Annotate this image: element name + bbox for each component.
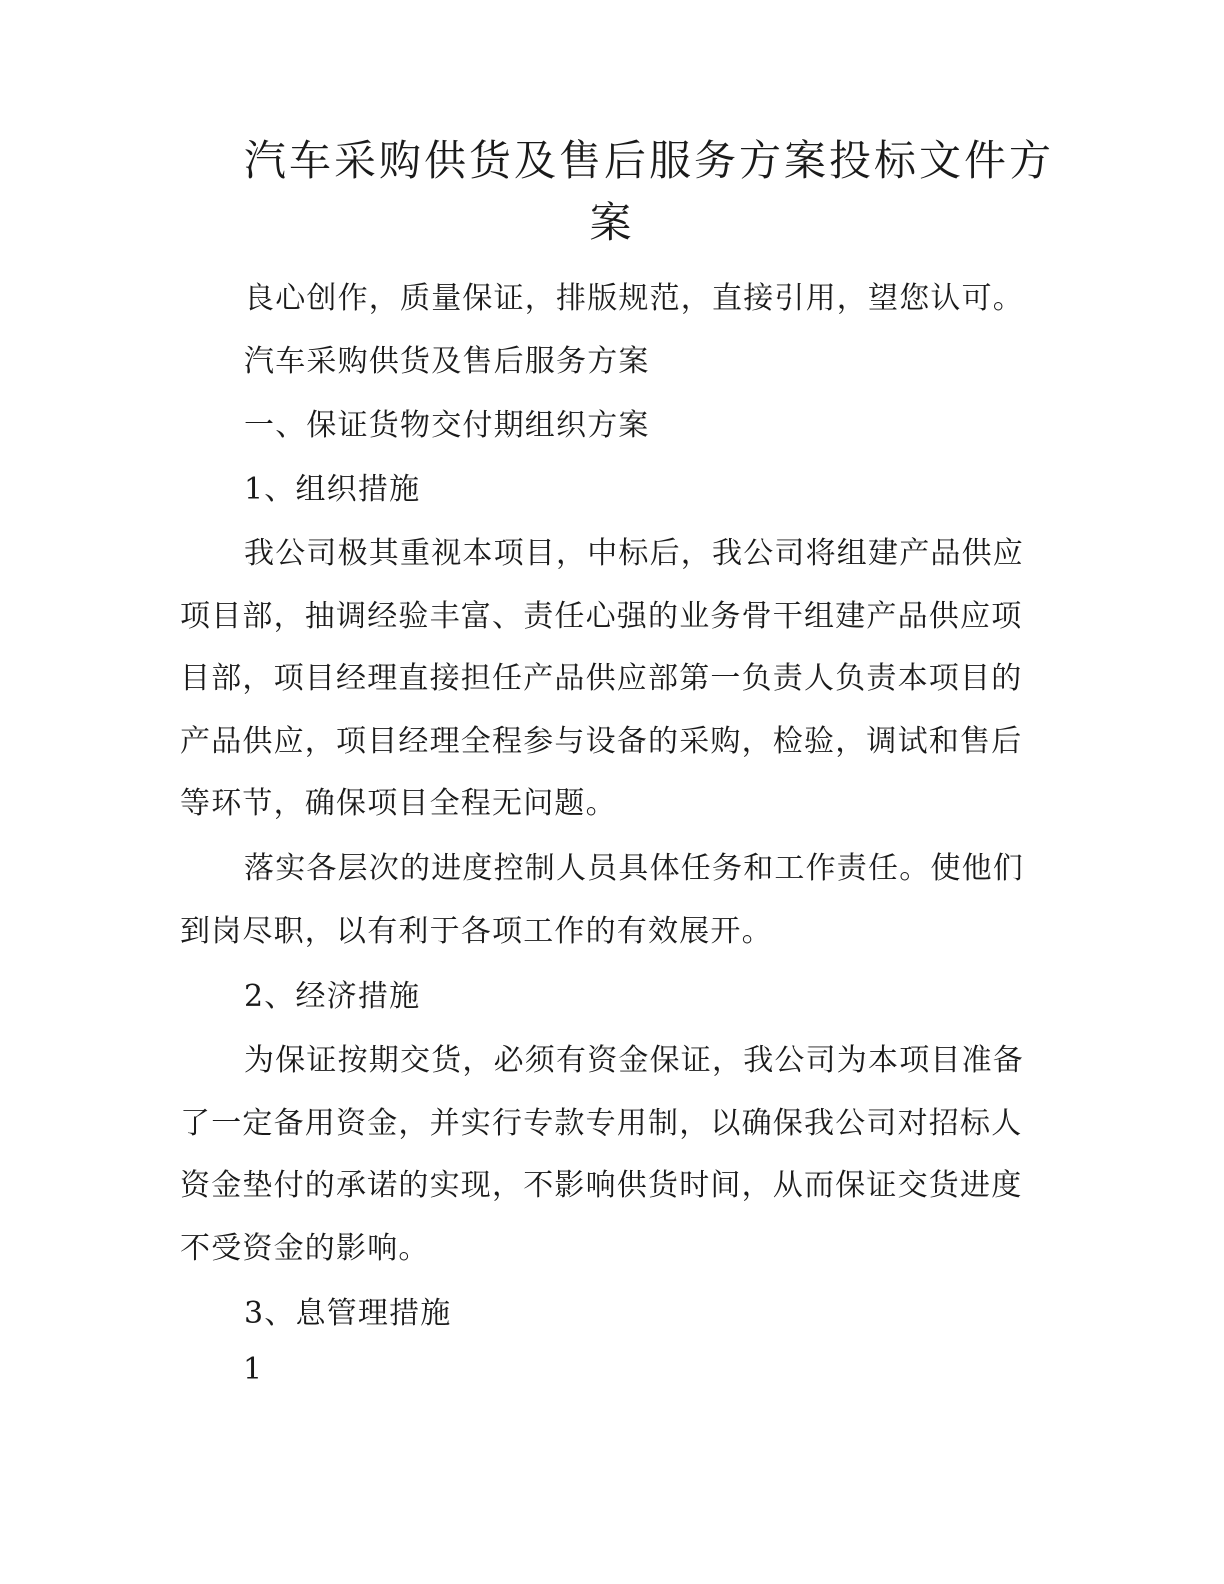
paragraph-line: 目部，项目经理直接担任产品供应部第一负责人负责本项目的 [180,661,1023,696]
paragraph-line: 为保证按期交货，必须有资金保证，我公司为本项目准备 [244,1043,1024,1078]
paragraph-line: 项目部，抽调经验丰富、责任心强的业务骨干组建产品供应项 [180,598,1023,634]
document-title-line1: 汽车采购供货及售后服务方案投标文件方 [244,136,1055,185]
page-number: 1 [243,1352,263,1387]
intro-text: 良心创作，质量保证，排版规范，直接引用，望您认可。 [244,281,1024,316]
paragraph-line: 资金垫付的承诺的实现，不影响供货时间，从而保证交货进度 [180,1168,1023,1203]
paragraph-line: 到岗尽职，以有利于各项工作的有效展开。 [180,913,773,949]
paragraph-line: 我公司极其重视本项目，中标后，我公司将组建产品供应 [244,536,1024,571]
section1-heading [180,395,1040,458]
item1-heading-text: 1、组织措施 [244,472,421,507]
item1-paragraph2 [180,838,1040,963]
item2-heading [180,966,1040,1029]
paragraph-line: 等环节，确保项目全程无问题。 [180,786,617,821]
subtitle-text: 汽车采购供货及售后服务方案 [244,344,650,379]
intro-paragraph [180,268,1040,331]
subtitle-paragraph [180,331,1040,394]
item1-paragraph1 [180,523,1040,836]
item2-paragraph1 [180,1030,1040,1280]
paragraph-line: 不受资金的影响。 [180,1230,430,1266]
document-title-line2: 案 [589,198,635,247]
item3-heading-text: 3、息管理措施 [244,1296,452,1331]
item3-heading [180,1283,1040,1346]
paragraph-line: 了一定备用资金，并实行专款专用制，以确保我公司对招标人 [180,1105,1023,1141]
item2-heading-text: 2、经济措施 [244,979,421,1014]
item1-heading [180,459,1040,522]
paragraph-line: 产品供应，项目经理全程参与设备的采购，检验，调试和售后 [180,723,1023,759]
section1-heading-text: 一、保证货物交付期组织方案 [244,408,650,443]
paragraph-line: 落实各层次的进度控制人员具体任务和工作责任。使他们 [244,851,1024,886]
